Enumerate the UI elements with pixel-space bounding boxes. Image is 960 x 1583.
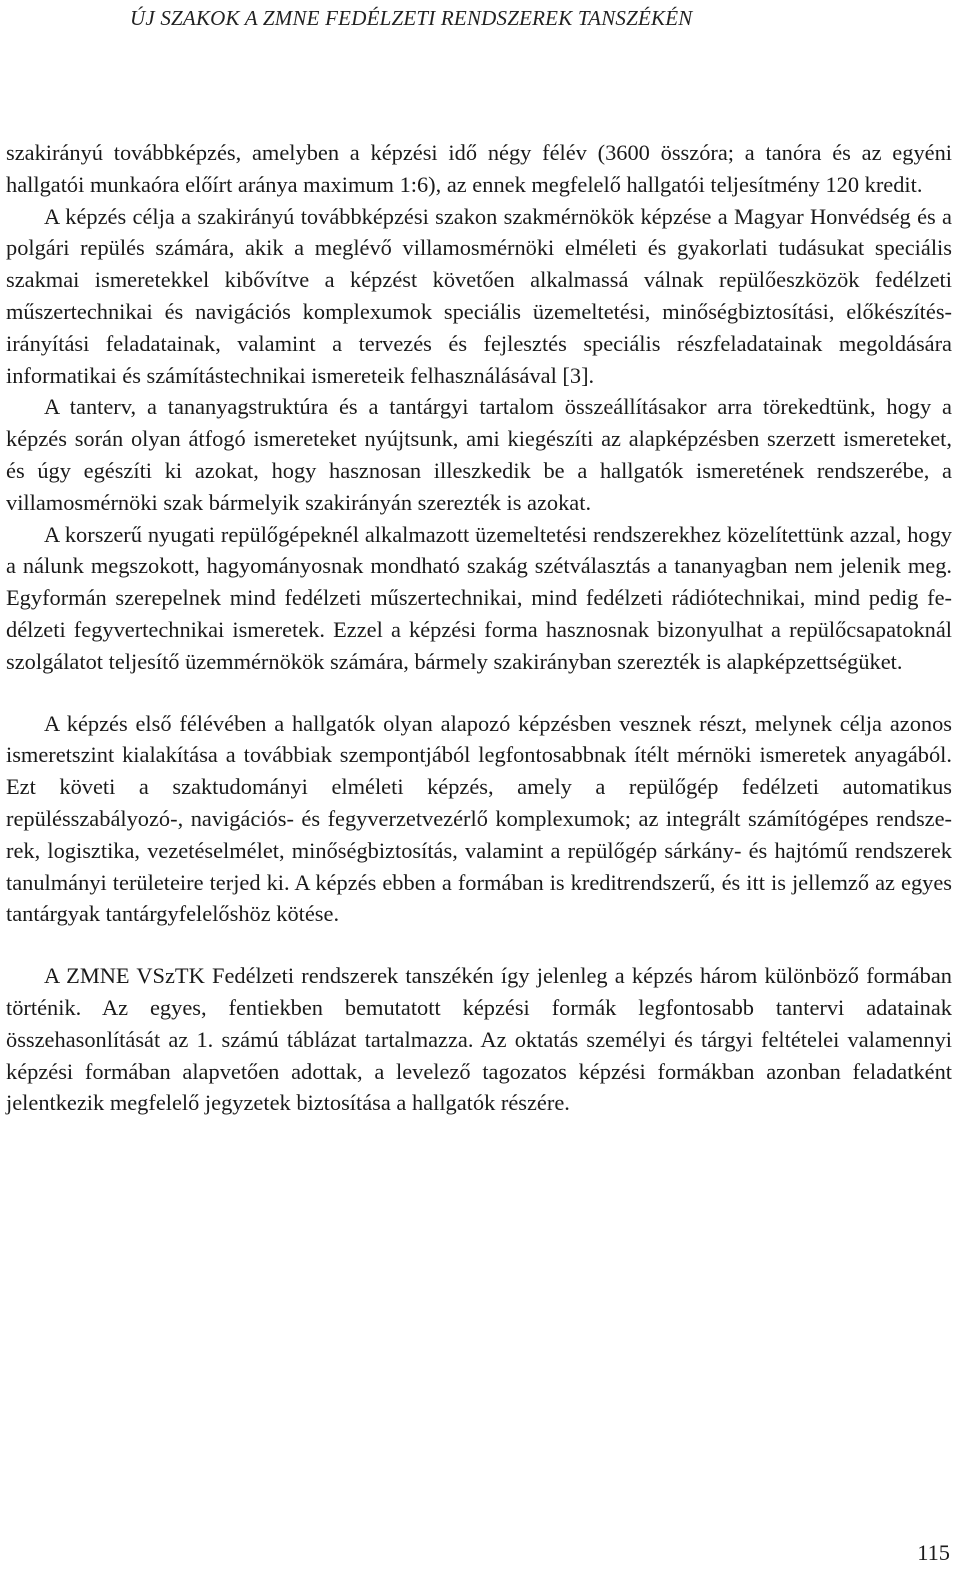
paragraph-continuation: szakirányú továbbképzés, amelyben a képzési idő négy félév (3600 összóra; a tanóra és az egyéni hallgatói munkaóra előírt aránya maximum 1:6), az ennek megfelelő hallgatói teljesítmény 120 kredit. <box>6 140 952 197</box>
page-number: 115 <box>917 1540 950 1565</box>
paragraph-first-semester: A képzés első félévében a hallgatók olyan alapozó képzésben vesznek részt, melynek célja azonos ismeretszint kialakítása a továbbiak szempontjából legfontosabbnak ítélt mérnöki ismeretek anyagából. Ezt követi a szaktudományi elméleti képzés, amely a repülőgép fedélzeti automatikus repülésszabályozó-, navigációs- és fegyverzetvezérlő komplexumok; az integrált számítógépes rendszerek, logisztika, vezetéselmélet, minőségbiztosítás, valamint a repülőgép sárkány- és hajtómű rendszerek tanulmányi területeire terjed ki. A képzés ebben a formában is kreditrendszerű, és itt is jellemző az egyes tantárgyak tantárgyfelelőshöz kötése. <box>6 710 952 927</box>
paragraph-aim: A képzés célja a szakirányú továbbképzési szakon szakmérnökök képzése a Magyar Honvédség és a polgári repülés számára, akik a meglévő villamosmérnöki elméleti és gyakorlati tudásukat speciális szakmai ismeretekkel kibővítve a képzést követően alkalmassá válnak repülőeszközök fedélzeti műszertechnikai és navigációs komplexumok speciális üzemeltetési, minőségbiztosítási, előkészítés-irányítási feladatainak, valamint a tervezés és fejlesztés speciális részfeladatainak megoldására informatikai és számítástechnikai ismereteik felhasználásával [3]. <box>6 203 952 388</box>
paragraph-training-forms: A ZMNE VSzTK Fedélzeti rendszerek tanszékén így jelenleg a képzés három különböző formában történik. Az egyes, fentiekben bemutatott képzési formák legfontosabb tantervi adatainak összehasonlítását az 1. számú táblázat tartalmazza. Az oktatás személyi és tárgyi feltételei valamennyi képzési formában alapvetően adottak, a levelező tagozatos képzési formákban azonban feladatként jelentkezik megfelelő jegyzetek biztosítása a hallgatók részére. <box>6 963 952 1116</box>
body-text <box>6 137 952 1119</box>
running-header: ÚJ SZAKOK A ZMNE FEDÉLZETI RENDSZEREK TANSZÉKÉN <box>130 6 693 30</box>
paragraph-curriculum: A tanterv, a tananyagstruktúra és a tantárgyi tartalom összeállításakor arra törekedtünk, hogy a képzés során olyan átfogó ismereteket nyújtsunk, ami kiegészíti az alapképzésben szerzett ismereteket, és úgy egészíti ki azokat, hogy hasznosan illeszkedik be a hallgatók ismeretének rendszerébe, a villamosmérnöki szak bármelyik szakirányán szerezték is azokat. <box>6 394 952 515</box>
paragraph-western-systems: A korszerű nyugati repülőgépeknél alkalmazott üzemeltetési rendszerekhez közelítettünk azzal, hogy a nálunk megszokott, hagyományosnak mondható szakág szétválasztás a tananyagban nem jelenik meg. Egyformán szerepelnek mind fedélzeti műszertechnikai, mind fedélzeti rádiótechnikai, mind pedig fedélzeti fegyvertechnikai ismeretek. Ezzel a képzési forma hasznosnak bizonyulhat a repülőcsapatoknál szolgálatot teljesítő üzemmérnökök számára, bármely szakirányban szerezték is alapképzettségüket. <box>6 521 952 674</box>
